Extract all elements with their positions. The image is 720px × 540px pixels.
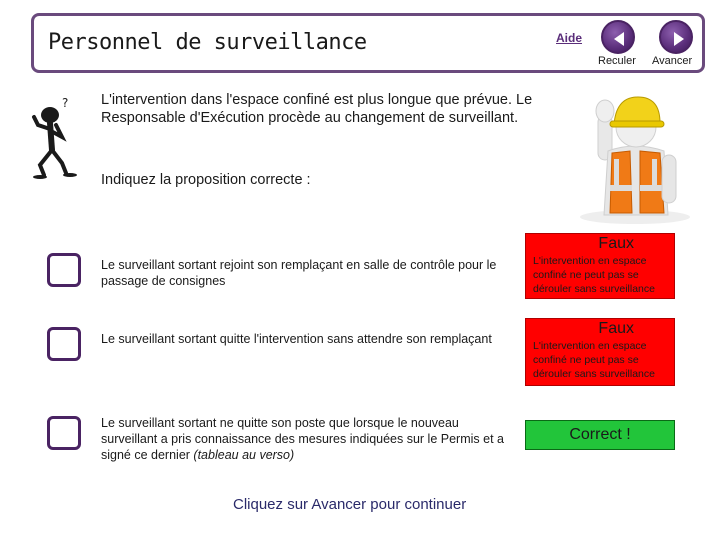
option-3-checkbox[interactable] [47,416,81,450]
option-3-text[interactable] [101,415,511,463]
next-label[interactable]: Avancer [652,55,693,67]
option-2-checkbox[interactable] [47,327,81,361]
back-label[interactable]: Reculer [598,55,636,67]
option-2-feedback-detail: L'intervention en espace confiné ne peut pas se dérouler sans surveillance [533,340,655,380]
option-1-checkbox[interactable] [47,253,81,287]
option-2-text[interactable]: Le surveillant sortant quitte l'intervention sans attendre son remplaçant [101,332,492,346]
option-3-feedback: Correct ! [525,420,675,450]
option-1-feedback-detail: L'intervention en espace confiné ne peut pas se dérouler sans surveillance [533,255,655,295]
option-2-feedback-title: Faux [598,320,634,337]
option-1-feedback [525,233,675,299]
safety-worker-icon [570,85,700,225]
next-button[interactable] [659,20,693,54]
option-2-feedback [525,318,675,386]
help-link[interactable]: Aide [556,31,583,45]
option-1-feedback-title: Faux [598,235,634,252]
option-1-text[interactable]: Le surveillant sortant rejoint son remplaçant en salle de contrôle pour le passage de consignes [101,258,497,288]
question-intro: L'intervention dans l'espace confiné est plus longue que prévue. Le Responsable d'Exécution procède au changement de surveillant. [101,92,533,126]
triangle-right-icon [668,29,688,49]
footer-hint: Cliquez sur Avancer pour continuer [233,496,467,513]
question-instruction: Indiquez la proposition correcte : [101,172,311,188]
svg-text:?: ? [62,96,69,110]
option-3-text-main: Le surveillant sortant ne quitte son poste que lorsque le nouveau surveillant a pris connaissance des mesures indiquées sur le Permis et a signé ce dernier [101,416,504,462]
page-title: Personnel de surveillance [48,30,367,55]
triangle-left-icon [610,29,630,49]
option-3-text-italic: (tableau au verso) [193,448,295,462]
thinking-figure-icon [30,95,85,180]
back-button[interactable] [601,20,635,54]
